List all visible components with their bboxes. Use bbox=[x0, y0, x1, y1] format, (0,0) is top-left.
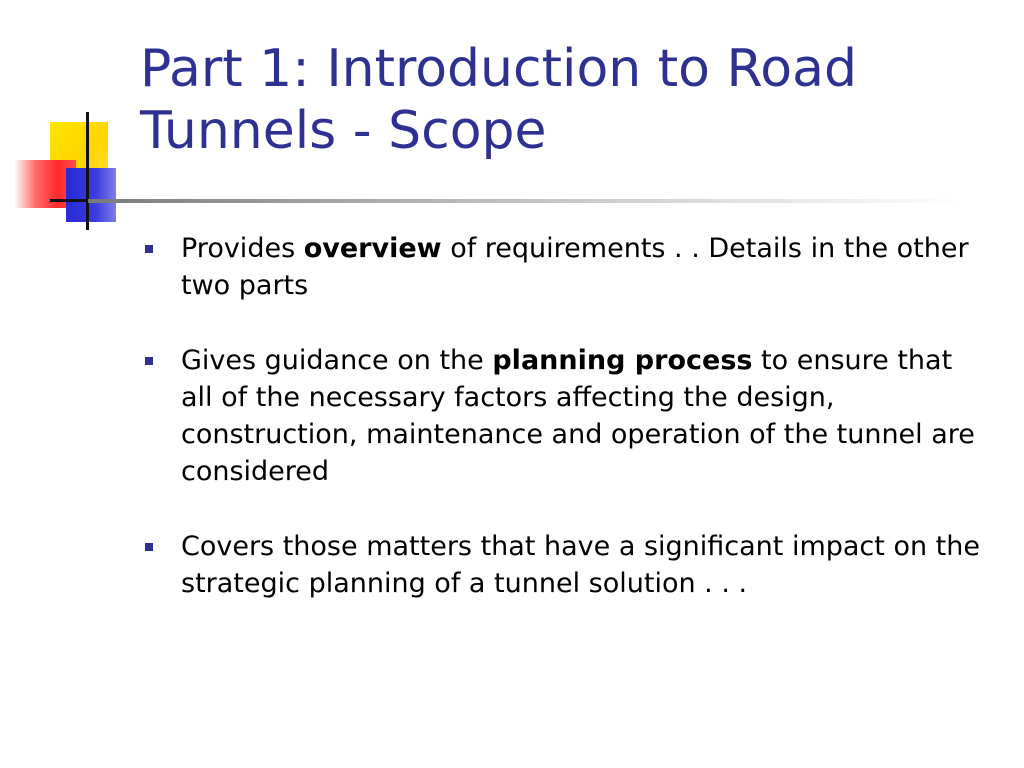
bullet-text-after: to ensure that all of the necessary factors affecting the design, construction, maintenance and operation of the tunnel are considered bbox=[181, 345, 975, 487]
slide-title: Part 1: Introduction to Road Tunnels - Scope bbox=[140, 39, 857, 161]
bullet-item-3 bbox=[140, 528, 990, 602]
bullet-item-1 bbox=[140, 230, 990, 304]
bullet-text-bold: overview bbox=[303, 233, 442, 264]
square-bullet-icon bbox=[145, 357, 153, 365]
bullet-list bbox=[140, 230, 990, 640]
title-divider bbox=[88, 199, 968, 203]
bullet-text-after: of requirements . . Details in the other two parts bbox=[181, 233, 969, 301]
square-bullet-icon bbox=[145, 245, 153, 253]
bullet-text-before: Provides bbox=[181, 233, 304, 264]
bullet-text-before: Gives guidance on the bbox=[181, 345, 493, 376]
bullet-item-2 bbox=[140, 342, 990, 490]
bullet-text-bold: planning process bbox=[492, 345, 753, 376]
bullet-text-before: Covers those matters that have a significant impact on the strategic planning of a tunnel solution . . . bbox=[181, 531, 980, 599]
blue-square-icon bbox=[66, 168, 116, 222]
vertical-crosshair-line bbox=[86, 112, 89, 230]
square-bullet-icon bbox=[145, 543, 153, 551]
